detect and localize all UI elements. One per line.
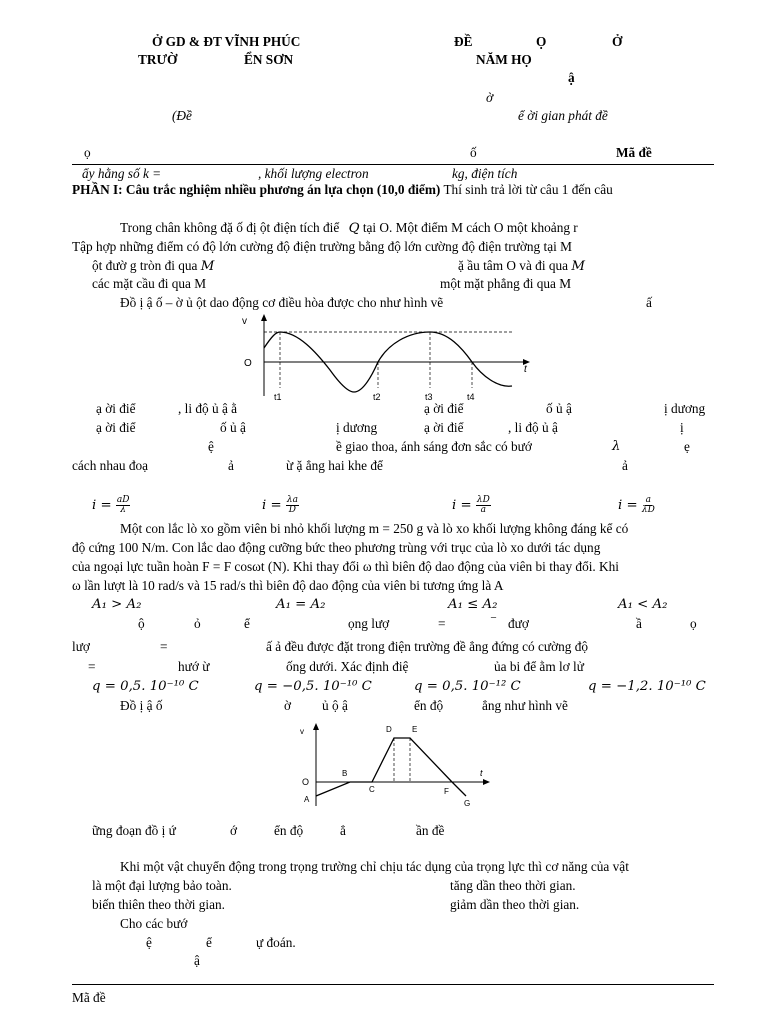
- q6-answer-e: ần đề: [416, 823, 445, 838]
- q5-option-d: q = −1,2. 10⁻¹⁰ C: [588, 679, 706, 694]
- q6-point-f: F: [444, 787, 449, 796]
- q3-lambda: λ: [612, 439, 621, 454]
- q5-line2b: =: [160, 639, 168, 654]
- q8-line2a: ệ: [146, 935, 152, 950]
- q3-option-a: [92, 496, 130, 515]
- q6-stem-c: ủ ộ ậ: [322, 698, 348, 713]
- q3-option-a-lhs: i =: [92, 498, 112, 513]
- q5-line1d: ọng lượ: [348, 616, 390, 631]
- q4-option-b: A₁ = A₂: [276, 597, 326, 612]
- q5-line1i: ọ: [690, 616, 697, 631]
- q1-option-b-m: M: [571, 259, 585, 274]
- q3-option-c: [452, 496, 491, 515]
- q1-option-c: các mặt cầu đi qua M: [92, 276, 207, 291]
- part1-heading: [72, 182, 613, 198]
- q5-line2c: ấ ả đều được đặt trong điện trường đề ẳng đứng có cường độ: [266, 639, 589, 654]
- q2-graph-t4: t4: [467, 392, 475, 402]
- so-bao-danh-label: ố: [470, 145, 477, 160]
- q5-line3c: ống dưới. Xác định điệ: [286, 659, 409, 674]
- q3-option-d-lhs: i =: [618, 498, 638, 513]
- q3-option-d-fraction: [642, 496, 655, 515]
- q1-line2: Tập hợp những điểm có độ lớn cường độ điện trường bằng độ lớn cường độ điện trường tại M: [72, 239, 572, 254]
- q3-option-b-lhs: i =: [262, 498, 282, 513]
- q8-line3: ậ: [194, 953, 200, 968]
- q3-line1b: ề giao thoa, ánh sáng đơn sắc có bướ: [336, 439, 532, 454]
- q4-line4: ω lần lượt là 10 rad/s và 15 rad/s thì biên độ dao động của viên bi tương ứng là A: [72, 578, 504, 593]
- q3-line2b: ả: [228, 458, 234, 473]
- q6-answer-d: ẳ: [340, 823, 346, 838]
- q8-line2c: ự đoán.: [256, 935, 296, 950]
- q3-option-c-den: a: [480, 505, 486, 515]
- header-divider: [72, 164, 714, 165]
- q3-option-d: [618, 496, 655, 515]
- q2-opt-l1a: ạ ời điể: [96, 401, 136, 416]
- q6-graph-origin: O: [302, 777, 310, 787]
- q5-option-b: q = −0,5. 10⁻¹⁰ C: [254, 679, 372, 694]
- q6-answer-a: ững đoạn đồ ị ứ: [92, 823, 176, 838]
- q2-graph-t3: t3: [425, 392, 433, 402]
- q3-option-d-den: λD: [641, 505, 655, 515]
- q1-line1-b: tại O. Một điểm M cách O một khoảng r: [362, 220, 578, 235]
- q3-line1a: ệ: [208, 439, 214, 454]
- q1-option-b-text: ặ ầu tâm O và đi qua: [458, 258, 569, 273]
- q2-stem-end: ấ: [646, 295, 652, 310]
- constant-charge: kg, điện tích: [452, 166, 518, 181]
- q1-charge-symbol: Q: [348, 221, 360, 236]
- q7-option-c: biến thiên theo thời gian.: [92, 897, 225, 912]
- q4-option-a: A₁ > A₂: [92, 597, 142, 612]
- constant-electron: , khối lượng electron: [258, 166, 369, 181]
- q5-line1a: ộ: [138, 616, 145, 631]
- constant-k: ẩy hằng số k =: [82, 166, 162, 181]
- q6-graph-v-label: v: [300, 727, 304, 736]
- q1-option-d: một mặt phẳng đi qua M: [440, 276, 572, 291]
- q1-line1: [120, 220, 578, 237]
- q2-graph-t2: t2: [373, 392, 381, 402]
- q1-option-a-m: M: [200, 259, 215, 274]
- q2-opt-l2b: ố ủ ậ: [220, 420, 246, 435]
- q7-option-a: là một đại lượng bảo toàn.: [92, 878, 232, 893]
- ho-ten-label: ọ: [84, 145, 91, 160]
- q6-stem-a: Đồ ị ậ ố: [120, 698, 163, 713]
- q6-point-d: D: [386, 725, 392, 734]
- header-note-right: ể ời gian phát đề: [518, 108, 608, 123]
- q6-point-g: G: [464, 799, 471, 808]
- q2-opt-l1e: ị dương: [664, 401, 706, 416]
- header-right-line4: ờ: [486, 90, 494, 105]
- q2-graph-t-label: t: [524, 364, 527, 375]
- q2-opt-l2c: ị dương: [336, 420, 378, 435]
- q5-line1g: đượ: [508, 616, 529, 631]
- header-right-line1b: Ọ: [536, 34, 547, 49]
- q7-stem: Khi một vật chuyển động trong trọng trường chỉ chịu tác dụng của trọng lực thì cơ năng của vật: [120, 859, 629, 874]
- header-left-line1: Ở GD & ĐT VĨNH PHÚC: [152, 34, 301, 49]
- header-right-line1c: Ở: [612, 34, 623, 49]
- header-left-line2b: ỂN SƠN: [244, 52, 294, 67]
- q2-graph-origin: O: [244, 358, 252, 369]
- q6-point-c: C: [369, 785, 375, 794]
- q5-line3d: ủa bi để ằm lơ lử: [494, 659, 584, 674]
- q6-point-a: A: [304, 795, 310, 804]
- q5-option-c: q = 0,5. 10⁻¹² C: [414, 679, 521, 694]
- q5-line3b: hướ ừ: [178, 659, 210, 674]
- q6-vt-graph: [294, 718, 494, 810]
- q2-graph-v-label: v: [242, 316, 247, 327]
- q3-option-d-num: a: [645, 495, 651, 505]
- footer-ma-de: Mã đề: [72, 990, 106, 1005]
- part1-title: PHẦN I: Câu trắc nghiệm nhiều phương án lựa chọn (10,0 điểm): [72, 182, 441, 197]
- q3-line1c: ẹ: [684, 439, 690, 454]
- q7-option-d: giảm dần theo thời gian.: [450, 897, 580, 912]
- q5-line3a: =: [88, 659, 96, 674]
- q6-graph-t-label: t: [480, 768, 483, 778]
- q6-point-e: E: [412, 725, 418, 734]
- q4-option-c: A₁ ≤ A₂: [448, 597, 498, 612]
- q3-option-b-fraction: [286, 496, 299, 515]
- part1-instruction: Thí sinh trả lời từ câu 1 đến câu: [443, 182, 613, 197]
- header-left-line2: TRƯỜ: [138, 52, 178, 67]
- q2-opt-l1c: ạ ời điể: [424, 401, 464, 416]
- q4-line3: của ngoại lực tuần hoàn F = F cosωt (N). Khi thay đổi ω thì biên độ dao động của viên bi thay đổi. Khi: [72, 559, 620, 574]
- ma-de-label: Mã đề: [616, 145, 652, 160]
- q2-graph-t1: t1: [274, 392, 282, 402]
- q6-point-b: B: [342, 769, 348, 778]
- q3-option-c-lhs: i =: [452, 498, 472, 513]
- q3-option-a-num: aD: [116, 495, 130, 505]
- q6-stem-b: ờ: [284, 698, 292, 713]
- q1-option-b: [458, 258, 585, 275]
- q3-line2a: cách nhau đoạ: [72, 458, 149, 473]
- q8-stem: Cho các bướ: [120, 916, 188, 931]
- q5-line1f: ⁻: [490, 612, 498, 627]
- q1-option-a-text: ột đườ g tròn đi qua: [92, 258, 198, 273]
- q1-line1-a: Trong chân không đặ ố đị ột điện tích điể: [120, 220, 340, 235]
- q5-line1h: ầ: [636, 616, 642, 631]
- q5-option-a: q = 0,5. 10⁻¹⁰ C: [92, 679, 199, 694]
- q5-line1e: =: [438, 616, 446, 631]
- q3-option-c-fraction: [476, 496, 491, 515]
- q6-answer-b: ớ: [230, 823, 238, 838]
- q6-stem-e: ẳng như hình vẽ: [482, 698, 568, 713]
- q3-option-b-den: D: [288, 505, 296, 515]
- q3-option-a-fraction: [116, 496, 131, 515]
- q4-line2: độ cứng 100 N/m. Con lắc dao động cưỡng bức theo phương trùng với trục của lò xo dưới tác dụng: [72, 540, 601, 555]
- q3-option-a-den: λ: [120, 505, 127, 515]
- header-right-line3: ậ: [568, 70, 575, 85]
- q2-opt-l2e: , li độ ủ ậ: [508, 420, 558, 435]
- footer-divider: [72, 984, 714, 985]
- q3-line2c: ừ ặ ẳng hai khe để: [286, 458, 383, 473]
- q7-option-b: tăng dần theo thời gian.: [450, 878, 576, 893]
- q6-answer-c: ển độ: [274, 823, 304, 838]
- q5-line1c: ể: [244, 616, 250, 631]
- q2-opt-l2a: ạ ời điể: [96, 420, 136, 435]
- q5-line1b: ỏ: [194, 616, 201, 631]
- q2-stem: Đồ ị ậ ố – ờ ủ ột dao động cơ điều hòa được cho như hình vẽ: [120, 295, 444, 310]
- header-right-line2: NĂM HỌ: [476, 52, 532, 67]
- q2-vt-graph: [236, 312, 536, 404]
- q2-opt-l2f: ị: [680, 420, 684, 435]
- q2-opt-l1b: , li độ ủ ậ ằ: [178, 401, 238, 416]
- q2-opt-l1d: ố ủ ậ: [546, 401, 572, 416]
- header-right-line1a: ĐỀ: [454, 34, 473, 49]
- q4-option-d: A₁ < A₂: [618, 597, 668, 612]
- q1-option-a: [92, 258, 214, 275]
- header-note-left: (Đề: [172, 108, 192, 123]
- q3-line2d: ả: [622, 458, 628, 473]
- q3-option-c-num: λD: [476, 495, 490, 505]
- q3-option-b: [262, 496, 299, 515]
- q5-line2a: lượ: [72, 639, 90, 654]
- q8-line2b: ể: [206, 935, 212, 950]
- q2-opt-l2d: ạ ời điể: [424, 420, 464, 435]
- q3-option-b-num: λa: [286, 495, 298, 505]
- q4-line1: Một con lắc lò xo gồm viên bi nhỏ khối lượng m = 250 g và lò xo khối lượng không đáng kể có: [120, 521, 629, 536]
- q6-stem-d: ển độ: [414, 698, 444, 713]
